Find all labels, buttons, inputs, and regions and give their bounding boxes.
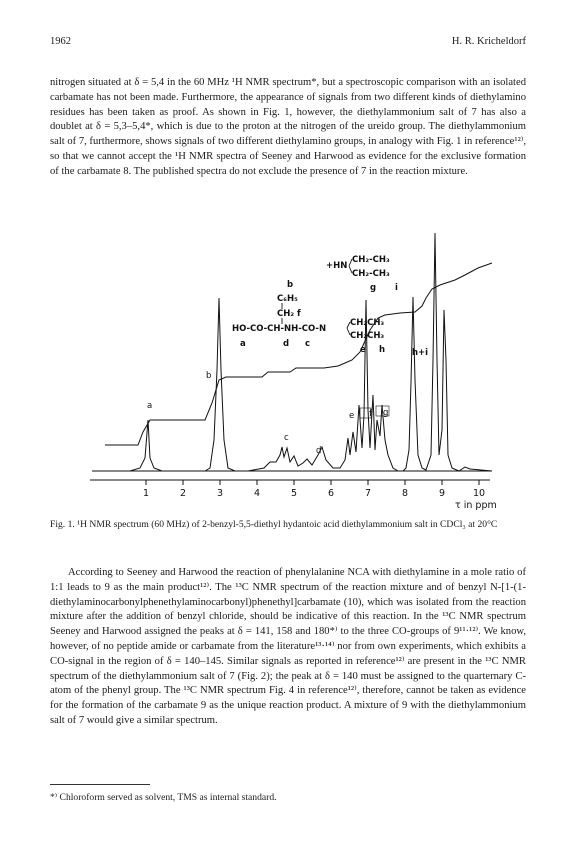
x-axis-unit: τ in ppm	[455, 500, 497, 511]
x-tick-label: 3	[216, 488, 224, 499]
x-ticks	[146, 480, 479, 485]
x-tick-label: 6	[327, 488, 335, 499]
structure-backbone: HO-CO-CH-NH-CO-N	[232, 324, 327, 334]
peak-label-f: f	[369, 409, 372, 419]
page-number: 1962	[50, 36, 71, 47]
peak-label-b: b	[206, 371, 212, 381]
x-tick-label: 2	[179, 488, 187, 499]
footnote: *⁾ Chloroform served as solvent, TMS as internal standard.	[50, 792, 277, 803]
peak-label-a: a	[147, 401, 153, 411]
spectrum-trace	[92, 233, 492, 471]
paragraph-2: According to Seeney and Harwood the reaction of phenylalanine NCA with diethylamine in a mole ratio of 1:1 leads to 9 as the main product¹²⁾. The ¹³C NMR spectrum of the reaction mixture and of benzyl N-[1-(1-diethylaminocarbonylphenethylaminocarbonyl)phenethyl]carbamate (10), which was isolated from the reaction mixture after the addition of benzyl chloride, should be indicative of this reaction. In the ¹³C NMR spectrum Seeney and Harwood assigned the peaks at δ = 141, 158 and 180*⁾ to the three CO-groups of 9¹¹·¹²⁾. We know, however, of no peptide amide or carbamate from the literature¹³·¹⁴⁾ nor from own experiments, which exhibits a CO-signal in the region of δ = 140–145. Similar signals as reported in reference¹²⁾ are present in the ¹³C NMR spectrum of the diethylammonium salt of 7 (Fig. 2); the peak at δ = 140 must be assigned to the quarternary C-atom of the phenyl group. The ¹³C NMR spectrum Fig. 4 in reference¹²⁾, therefore, cannot be taken as evidence for the formation of the carbamate 9 as the unique reaction product. A mixture of 9 with the diethylammonium salt of 7 would give a similar spectrum.	[50, 567, 526, 726]
x-tick-label: 4	[253, 488, 261, 499]
structure-ch2ch3-b: CH₂CH₃	[350, 331, 385, 341]
structure-label-a: a	[240, 339, 246, 349]
structure-label-e: e	[360, 345, 366, 355]
structure-label-g: g	[370, 283, 377, 293]
structure-phenyl: C₆H₅	[277, 294, 298, 304]
structure-label-h: h	[379, 345, 386, 355]
x-tick-label: 1	[142, 488, 150, 499]
structure-label-c: c	[305, 339, 311, 349]
figure-caption: Fig. 1. ¹H NMR spectrum (60 MHz) of 2-benzyl-5,5-diethyl hydantoic acid diethylammonium salt in CDCl₃ at 20°C	[50, 519, 498, 530]
footnote-rule	[50, 784, 150, 785]
structure-ch2ch3-top: CH₂-CH₃	[352, 255, 390, 265]
x-tick-label: 9	[438, 488, 446, 499]
running-author: H. R. Kricheldorf	[451, 36, 526, 47]
paragraph-1: nitrogen situated at δ = 5,4 in the 60 MHz ¹H NMR spectrum*, but a spectroscopic comparison with an isolated carbamate has not been made. Furthermore, the appearance of signals from two different kinds of diethylamino residues has been taken as proof. As shown in Fig. 1, however, the diethylammonium salt of 7 has also a doublet at δ = 5,3–5,4*, which is due to the proton at the nitrogen of the ureido group. The diethylammonium salt of 7, furthermore, shows signals of two different diethylamino groups, in analogy with Fig. 1 in reference¹²⁾, so that we cannot accept the ¹H NMR spectra of Seeney and Harwood as evidence for the exclusive formation of the carbamate 8. The published spectra do not exclude the presence of 7 in the reaction mixture.	[50, 77, 526, 177]
structure-ch2f: CH₂ f	[277, 309, 301, 319]
structure-hn: +HN	[326, 261, 348, 271]
peak-label-c: c	[284, 433, 289, 443]
x-tick-label: 10	[472, 488, 486, 499]
structure-label-i: i	[395, 283, 398, 293]
structure-ch2ch3-bottom: CH₂-CH₃	[352, 269, 390, 279]
x-tick-label: 7	[364, 488, 372, 499]
x-tick-label: 8	[401, 488, 409, 499]
structure-label-d: d	[283, 339, 290, 349]
structure-label-hi: h+i	[412, 348, 429, 358]
structure-ch2ch3-a: CH₂CH₃	[350, 318, 385, 328]
structure-label-b: b	[287, 280, 294, 290]
peak-label-g: g	[383, 408, 389, 418]
peak-label-d: d	[316, 446, 322, 456]
x-tick-label: 5	[290, 488, 298, 499]
peak-label-e: e	[349, 411, 355, 421]
